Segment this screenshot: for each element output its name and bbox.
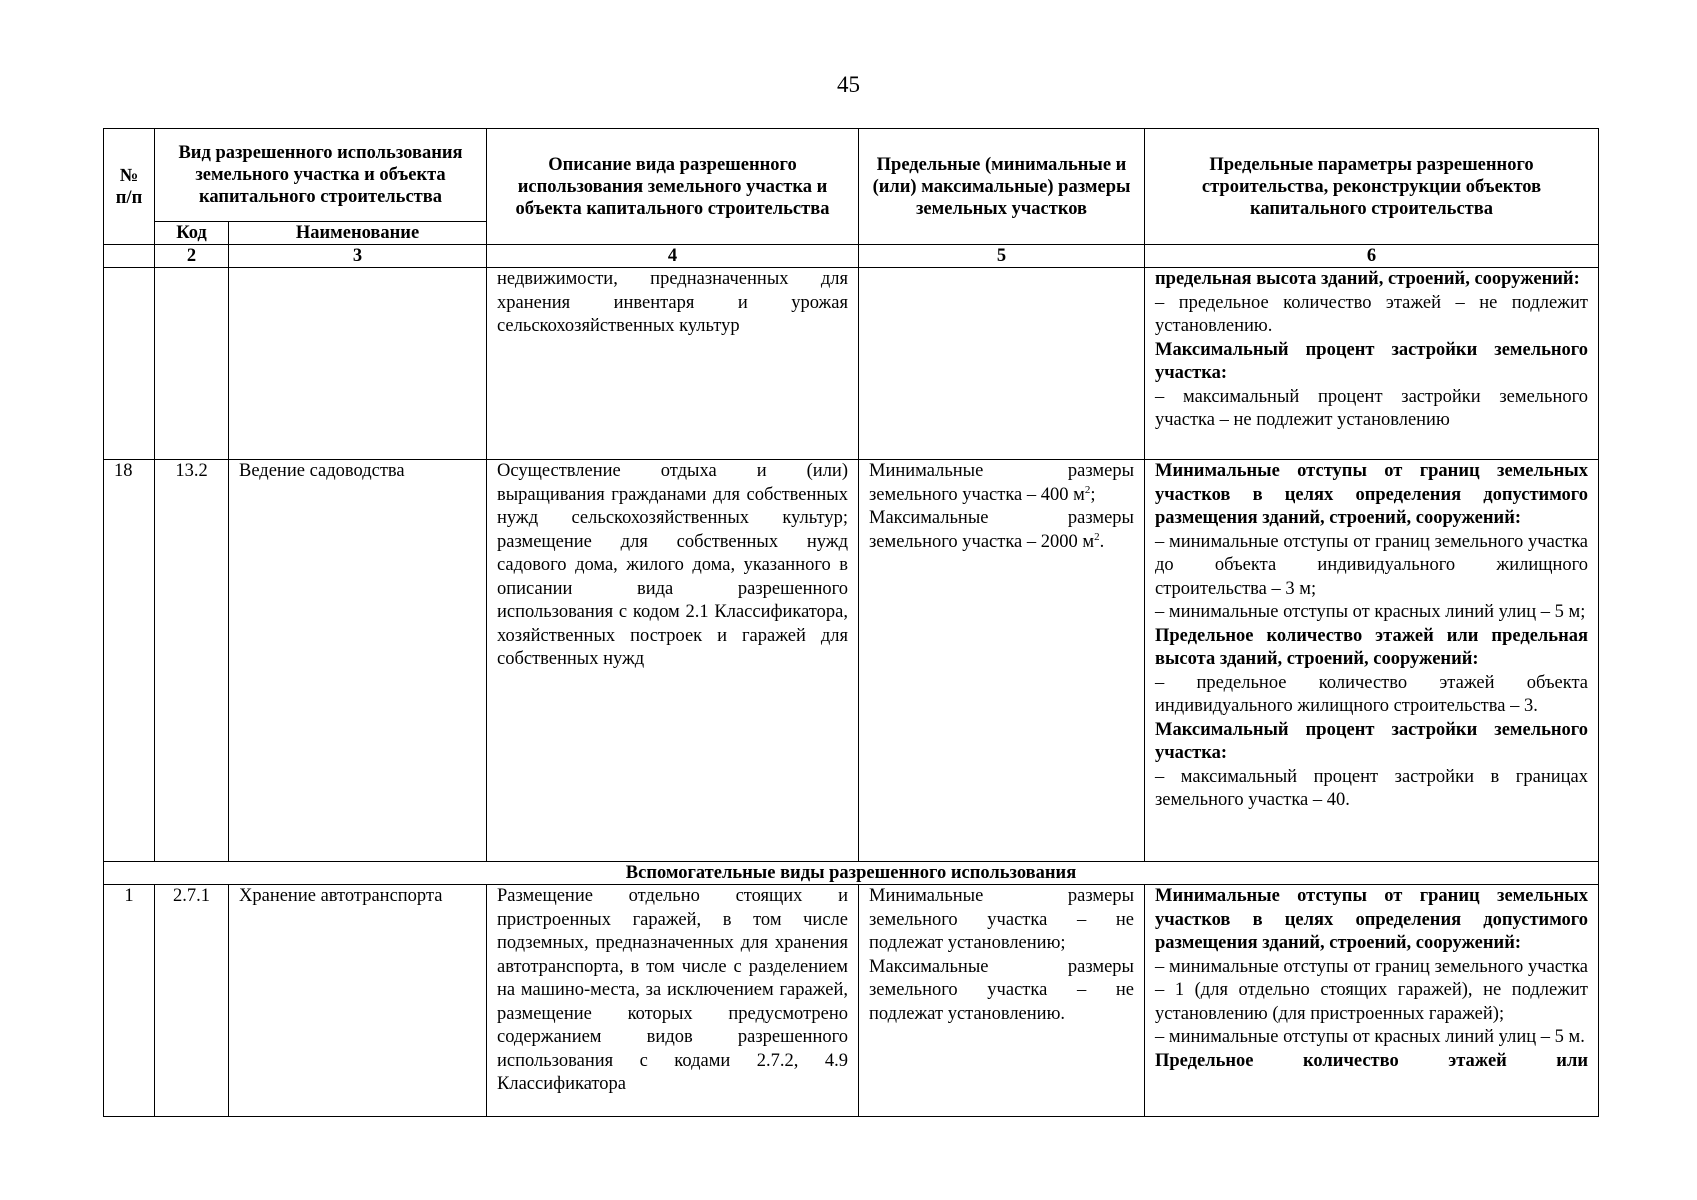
param-heading: Минимальные отступы от границ земельных участков в целях определения допустимого размещения зданий, строений, сооружений: [1155, 886, 1588, 953]
cell-description: Осуществление отдыха и (или) выращивания гражданами для собственных нужд сельскохозяйственных культур; размещение для собственных нужд садового дома, жилого дома, указанного в описании вида разрешенного использования с кодом 2.1 Классификатора, хозяйственных построек и гаражей для собственных нужд [487, 460, 859, 862]
header-kod: Код [155, 222, 229, 245]
index-cell: 6 [1145, 245, 1599, 268]
section-row [104, 862, 1599, 885]
cell-parameters [1145, 460, 1599, 862]
table-row-18 [104, 460, 1599, 862]
index-cell-empty [104, 245, 155, 268]
param-text: – минимальные отступы от красных линий улиц – 5 м; [1155, 602, 1586, 622]
param-heading: Максимальный процент застройки земельного участка: [1155, 719, 1588, 763]
index-cell: 4 [487, 245, 859, 268]
size-min: Минимальные размеры земельного участка – 400 $м^2$; [869, 461, 1134, 505]
header-vid-group: Вид разрешенного использования земельного участка и объекта капитального строительства [155, 129, 487, 222]
column-index-row [104, 245, 1599, 268]
param-heading: Максимальный процент застройки земельного участка: [1155, 339, 1588, 383]
param-text: – предельное количество этажей объекта индивидуального жилищного строительства – 3. [1155, 672, 1588, 716]
header-razmery: Предельные (минимальные и (или) максимальные) размеры земельных участков [859, 129, 1145, 245]
param-text: – минимальные отступы от границ земельного участка до объекта индивидуального жилищного строительства – 3 м; [1155, 531, 1588, 599]
cell-num [104, 268, 155, 460]
table-header-row [104, 129, 1599, 222]
param-heading: Предельное количество этажей или [1155, 1050, 1588, 1071]
size-min: Минимальные размеры земельного участка – не подлежат установлению; [869, 886, 1134, 953]
section-title: Вспомогательные виды разрешенного использования [104, 862, 1599, 885]
header-opisanie: Описание вида разрешенного использования земельного участка и объекта капитального строительства [487, 129, 859, 245]
param-text: – максимальный процент застройки в границах земельного участка – 40. [1155, 766, 1588, 810]
cell-name [229, 268, 487, 460]
index-cell: 5 [859, 245, 1145, 268]
header-naim: Наименование [229, 222, 487, 245]
table-row-1 [104, 885, 1599, 1117]
cell-code: 2.7.1 [155, 885, 229, 1117]
size-max: Максимальные размеры земельного участка – не подлежат установлению. [869, 956, 1134, 1024]
cell-sizes [859, 885, 1145, 1117]
table-row-continued [104, 268, 1599, 460]
param-heading: предельная высота зданий, строений, сооружений: [1155, 269, 1580, 289]
cell-code [155, 268, 229, 460]
size-max: Максимальные размеры земельного участка – 2000 $м^2$. [869, 508, 1134, 552]
param-text: – минимальные отступы от границ земельного участка – 1 (для отдельно стоящих гаражей), не подлежит установлению (для пристроенных гаражей); [1155, 956, 1588, 1024]
param-text: – минимальные отступы от красных линий улиц – 5 м. [1155, 1027, 1585, 1047]
cell-code: 13.2 [155, 460, 229, 862]
param-heading: Предельное количество этажей или предельная высота зданий, строений, сооружений: [1155, 625, 1588, 669]
cell-description: Размещение отдельно стоящих и пристроенных гаражей, в том числе подземных, предназначенных для хранения автотранспорта, в том числе с разделением на машино-места, за исключением гаражей, размещение которых предусмотрено содержанием видов разрешенного использования с кодами 2.7.2, 4.9 Классификатора [487, 885, 859, 1117]
cell-sizes [859, 460, 1145, 862]
param-text: – максимальный процент застройки земельного участка – не подлежит установлению [1155, 386, 1588, 430]
header-parametry: Предельные параметры разрешенного строительства, реконструкции объектов капитального строительства [1145, 129, 1599, 245]
land-use-table [103, 128, 1599, 1117]
param-heading: Минимальные отступы от границ земельных участков в целях определения допустимого размещения зданий, строений, сооружений: [1155, 461, 1588, 528]
param-text: – предельное количество этажей – не подлежит установлению. [1155, 292, 1588, 336]
cell-name: Хранение автотранспорта [229, 885, 487, 1117]
cell-parameters [1145, 268, 1599, 460]
cell-num: 1 [104, 885, 155, 1117]
cell-sizes [859, 268, 1145, 460]
cell-description: недвижимости, предназначенных для хранения инвентаря и урожая сельскохозяйственных культур [487, 268, 859, 460]
index-cell: 3 [229, 245, 487, 268]
page-number: 45 [837, 72, 860, 97]
header-num: № п/п [104, 129, 155, 245]
cell-parameters [1145, 885, 1599, 1117]
cell-name: Ведение садоводства [229, 460, 487, 862]
cell-num: 18 [104, 460, 155, 862]
index-cell: 2 [155, 245, 229, 268]
